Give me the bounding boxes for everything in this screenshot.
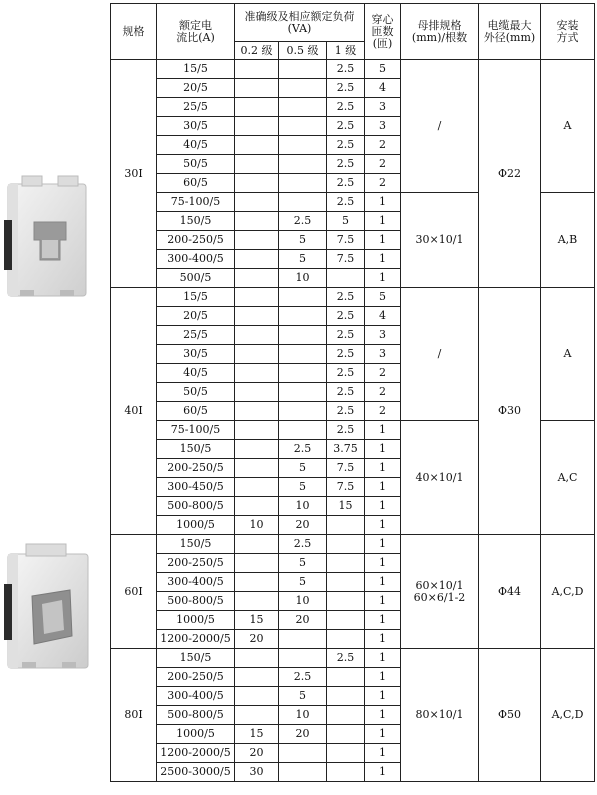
class-1-cell: 2.5 [327, 117, 365, 136]
ratio-cell: 150/5 [157, 212, 235, 231]
class-0-2-cell [235, 573, 279, 592]
class-1-cell: 2.5 [327, 79, 365, 98]
class-0-2-cell [235, 136, 279, 155]
turns-cell: 1 [365, 687, 401, 706]
class-0-2-cell: 15 [235, 725, 279, 744]
turns-cell: 1 [365, 497, 401, 516]
class-0-5-cell [279, 174, 327, 193]
turns-cell: 1 [365, 212, 401, 231]
ratio-cell: 75-100/5 [157, 193, 235, 212]
class-0-2-cell [235, 117, 279, 136]
turns-cell: 3 [365, 117, 401, 136]
class-0-5-cell: 20 [279, 516, 327, 535]
class-0-5-cell [279, 402, 327, 421]
busbar-cell [401, 649, 479, 782]
turns-cell: 1 [365, 611, 401, 630]
class-0-5-cell: 20 [279, 725, 327, 744]
class-1-cell [327, 630, 365, 649]
ratio-cell: 1200-2000/5 [157, 630, 235, 649]
ratio-cell: 300-450/5 [157, 478, 235, 497]
class-0-2-cell [235, 155, 279, 174]
turns-cell: 2 [365, 402, 401, 421]
class-1-cell: 2.5 [327, 326, 365, 345]
class-0-5-cell [279, 117, 327, 136]
header-cable: 电缆最大 外径(mm) [479, 4, 541, 60]
turns-cell: 3 [365, 345, 401, 364]
mount-cell: A,C,D [541, 649, 595, 782]
class-0-2-cell [235, 478, 279, 497]
class-0-5-cell [279, 383, 327, 402]
specification-table [110, 3, 595, 782]
class-0-5-cell: 5 [279, 231, 327, 250]
header-accuracy: 准确级及相应额定负荷 (VA) [235, 4, 365, 42]
class-1-cell [327, 573, 365, 592]
class-0-2-cell [235, 98, 279, 117]
class-0-2-cell: 10 [235, 516, 279, 535]
turns-cell: 2 [365, 364, 401, 383]
turns-cell: 1 [365, 725, 401, 744]
class-0-5-cell: 2.5 [279, 535, 327, 554]
mount-cell: A,C [541, 421, 595, 535]
class-0-2-cell [235, 649, 279, 668]
busbar-spec: 30×10/1 [415, 233, 464, 246]
cable-cell: Φ22 [479, 60, 541, 288]
turns-cell: 1 [365, 573, 401, 592]
header-class-1: 1 级 [327, 42, 365, 60]
class-0-5-cell [279, 79, 327, 98]
turns-cell: 1 [365, 250, 401, 269]
ratio-cell: 60/5 [157, 402, 235, 421]
class-1-cell: 2.5 [327, 60, 365, 79]
class-0-5-cell [279, 193, 327, 212]
turns-cell: 1 [365, 535, 401, 554]
busbar-cell [401, 535, 479, 649]
busbar-spec: 40×10/1 [415, 470, 464, 484]
cable-cell: Φ44 [479, 535, 541, 649]
ratio-cell: 1000/5 [157, 611, 235, 630]
class-0-2-cell [235, 212, 279, 231]
class-1-cell: 7.5 [327, 231, 365, 250]
ratio-cell: 25/5 [157, 98, 235, 117]
class-0-5-cell [279, 98, 327, 117]
class-1-cell [327, 554, 365, 573]
ratio-cell: 300-400/5 [157, 573, 235, 592]
class-1-cell: 2.5 [327, 307, 365, 326]
turns-cell: 4 [365, 307, 401, 326]
class-0-5-cell: 10 [279, 269, 327, 288]
class-1-cell: 2.5 [327, 364, 365, 383]
busbar-cell [401, 288, 479, 421]
busbar-cell [401, 60, 479, 193]
ratio-cell: 1200-2000/5 [157, 744, 235, 763]
class-1-cell: 5 [327, 212, 365, 231]
turns-cell: 2 [365, 155, 401, 174]
busbar-cell [401, 421, 479, 535]
class-0-2-cell [235, 687, 279, 706]
class-0-2-cell [235, 383, 279, 402]
class-0-2-cell [235, 364, 279, 383]
class-0-2-cell [235, 79, 279, 98]
turns-cell: 1 [365, 554, 401, 573]
table-row [111, 535, 595, 554]
busbar-spec: 60×6/1-2 [413, 590, 466, 604]
class-0-2-cell [235, 174, 279, 193]
class-0-5-cell [279, 421, 327, 440]
class-1-cell: 3.75 [327, 440, 365, 459]
ratio-cell: 150/5 [157, 649, 235, 668]
class-0-2-cell [235, 250, 279, 269]
cable-cell: Φ50 [479, 649, 541, 782]
class-0-5-cell: 5 [279, 250, 327, 269]
turns-cell: 1 [365, 592, 401, 611]
header-rated-ratio: 额定电 流比(A) [157, 4, 235, 60]
class-0-5-cell [279, 136, 327, 155]
ratio-cell: 200-250/5 [157, 554, 235, 573]
turns-cell: 1 [365, 516, 401, 535]
class-0-2-cell [235, 440, 279, 459]
ratio-cell: 500-800/5 [157, 592, 235, 611]
class-0-5-cell: 5 [279, 554, 327, 573]
class-0-2-cell [235, 231, 279, 250]
table-row [111, 288, 595, 307]
class-0-2-cell [235, 497, 279, 516]
class-1-cell [327, 592, 365, 611]
class-0-5-cell: 10 [279, 592, 327, 611]
class-0-5-cell: 2.5 [279, 668, 327, 687]
model-cell: 80I [111, 649, 157, 782]
class-1-cell: 7.5 [327, 459, 365, 478]
turns-cell: 1 [365, 668, 401, 687]
header-turns: 穿心 匝数 (匝) [365, 4, 401, 60]
class-0-2-cell [235, 668, 279, 687]
turns-cell: 5 [365, 60, 401, 79]
class-1-cell: 2.5 [327, 345, 365, 364]
header-class-0-5: 0.5 级 [279, 42, 327, 60]
turns-cell: 1 [365, 231, 401, 250]
class-0-5-cell: 10 [279, 497, 327, 516]
mount-cell: A [541, 60, 595, 193]
ratio-cell: 2500-3000/5 [157, 763, 235, 782]
ratio-cell: 15/5 [157, 60, 235, 79]
class-1-cell [327, 763, 365, 782]
class-0-2-cell: 15 [235, 611, 279, 630]
class-0-5-cell: 2.5 [279, 440, 327, 459]
ratio-cell: 40/5 [157, 364, 235, 383]
busbar-spec: / [437, 119, 442, 132]
class-0-5-cell: 5 [279, 573, 327, 592]
class-0-2-cell: 30 [235, 763, 279, 782]
class-1-cell: 2.5 [327, 174, 365, 193]
table-row [111, 60, 595, 79]
turns-cell: 1 [365, 421, 401, 440]
table-row [111, 649, 595, 668]
class-0-5-cell: 10 [279, 706, 327, 725]
class-0-2-cell: 20 [235, 630, 279, 649]
ratio-cell: 75-100/5 [157, 421, 235, 440]
current-transformer-photo-large [2, 540, 92, 672]
current-transformer-photo-small [2, 170, 92, 300]
class-0-2-cell [235, 326, 279, 345]
class-0-5-cell [279, 630, 327, 649]
class-0-2-cell: 20 [235, 744, 279, 763]
class-1-cell: 2.5 [327, 98, 365, 117]
model-cell: 60I [111, 535, 157, 649]
class-1-cell [327, 744, 365, 763]
class-0-2-cell [235, 307, 279, 326]
turns-cell: 1 [365, 763, 401, 782]
class-0-5-cell [279, 326, 327, 345]
class-0-5-cell: 20 [279, 611, 327, 630]
class-0-2-cell [235, 345, 279, 364]
class-0-5-cell [279, 744, 327, 763]
class-0-2-cell [235, 269, 279, 288]
class-0-2-cell [235, 459, 279, 478]
class-1-cell: 2.5 [327, 193, 365, 212]
turns-cell: 2 [365, 383, 401, 402]
ratio-cell: 25/5 [157, 326, 235, 345]
turns-cell: 1 [365, 706, 401, 725]
class-1-cell: 15 [327, 497, 365, 516]
class-0-2-cell [235, 288, 279, 307]
ratio-cell: 60/5 [157, 174, 235, 193]
class-0-5-cell: 2.5 [279, 212, 327, 231]
class-1-cell: 2.5 [327, 421, 365, 440]
header-class-0-2: 0.2 级 [235, 42, 279, 60]
class-0-5-cell [279, 364, 327, 383]
turns-cell: 2 [365, 174, 401, 193]
cable-cell: Φ30 [479, 288, 541, 535]
class-1-cell [327, 516, 365, 535]
class-0-5-cell: 5 [279, 478, 327, 497]
class-1-cell: 2.5 [327, 288, 365, 307]
ratio-cell: 20/5 [157, 79, 235, 98]
turns-cell: 1 [365, 193, 401, 212]
class-1-cell [327, 687, 365, 706]
ratio-cell: 50/5 [157, 383, 235, 402]
busbar-spec: / [437, 347, 442, 360]
ratio-cell: 15/5 [157, 288, 235, 307]
turns-cell: 4 [365, 79, 401, 98]
ratio-cell: 20/5 [157, 307, 235, 326]
ratio-cell: 30/5 [157, 117, 235, 136]
class-1-cell [327, 269, 365, 288]
header-mount: 安装 方式 [541, 4, 595, 60]
class-1-cell: 2.5 [327, 402, 365, 421]
class-0-2-cell [235, 193, 279, 212]
model-cell: 40I [111, 288, 157, 535]
class-1-cell [327, 706, 365, 725]
class-0-2-cell [235, 592, 279, 611]
class-0-5-cell [279, 649, 327, 668]
busbar-spec: 60×10/1 [415, 578, 464, 592]
class-0-5-cell: 5 [279, 459, 327, 478]
ratio-cell: 300-400/5 [157, 687, 235, 706]
ratio-cell: 500-800/5 [157, 497, 235, 516]
ratio-cell: 200-250/5 [157, 668, 235, 687]
ratio-cell: 500/5 [157, 269, 235, 288]
ratio-cell: 150/5 [157, 535, 235, 554]
class-1-cell: 2.5 [327, 383, 365, 402]
ratio-cell: 300-400/5 [157, 250, 235, 269]
class-1-cell: 7.5 [327, 250, 365, 269]
turns-cell: 1 [365, 269, 401, 288]
mount-cell: A [541, 288, 595, 421]
class-1-cell [327, 535, 365, 554]
mount-cell: A,C,D [541, 535, 595, 649]
class-0-5-cell: 5 [279, 687, 327, 706]
header-busbar: 母排规格 (mm)/根数 [401, 4, 479, 60]
turns-cell: 1 [365, 744, 401, 763]
class-0-5-cell [279, 307, 327, 326]
class-0-2-cell [235, 535, 279, 554]
class-1-cell: 2.5 [327, 136, 365, 155]
class-1-cell: 2.5 [327, 155, 365, 174]
class-0-2-cell [235, 554, 279, 573]
ratio-cell: 40/5 [157, 136, 235, 155]
class-1-cell: 7.5 [327, 478, 365, 497]
busbar-spec: 80×10/1 [415, 708, 464, 721]
turns-cell: 1 [365, 478, 401, 497]
ratio-cell: 500-800/5 [157, 706, 235, 725]
turns-cell: 3 [365, 326, 401, 345]
class-1-cell: 2.5 [327, 649, 365, 668]
class-0-2-cell [235, 706, 279, 725]
turns-cell: 1 [365, 649, 401, 668]
ratio-cell: 200-250/5 [157, 231, 235, 250]
class-0-5-cell [279, 60, 327, 79]
turns-cell: 5 [365, 288, 401, 307]
busbar-cell [401, 193, 479, 288]
turns-cell: 3 [365, 98, 401, 117]
ratio-cell: 150/5 [157, 440, 235, 459]
class-1-cell [327, 668, 365, 687]
turns-cell: 1 [365, 440, 401, 459]
mount-cell: A,B [541, 193, 595, 288]
class-0-5-cell [279, 763, 327, 782]
class-0-2-cell [235, 421, 279, 440]
ratio-cell: 30/5 [157, 345, 235, 364]
class-0-5-cell [279, 155, 327, 174]
turns-cell: 1 [365, 630, 401, 649]
turns-cell: 1 [365, 459, 401, 478]
model-cell: 30I [111, 60, 157, 288]
class-0-5-cell [279, 288, 327, 307]
turns-cell: 2 [365, 136, 401, 155]
class-0-2-cell [235, 402, 279, 421]
class-0-5-cell [279, 345, 327, 364]
ratio-cell: 1000/5 [157, 516, 235, 535]
class-0-2-cell [235, 60, 279, 79]
header-spec: 规格 [111, 4, 157, 60]
ratio-cell: 200-250/5 [157, 459, 235, 478]
class-1-cell [327, 611, 365, 630]
class-1-cell [327, 725, 365, 744]
ratio-cell: 50/5 [157, 155, 235, 174]
ratio-cell: 1000/5 [157, 725, 235, 744]
